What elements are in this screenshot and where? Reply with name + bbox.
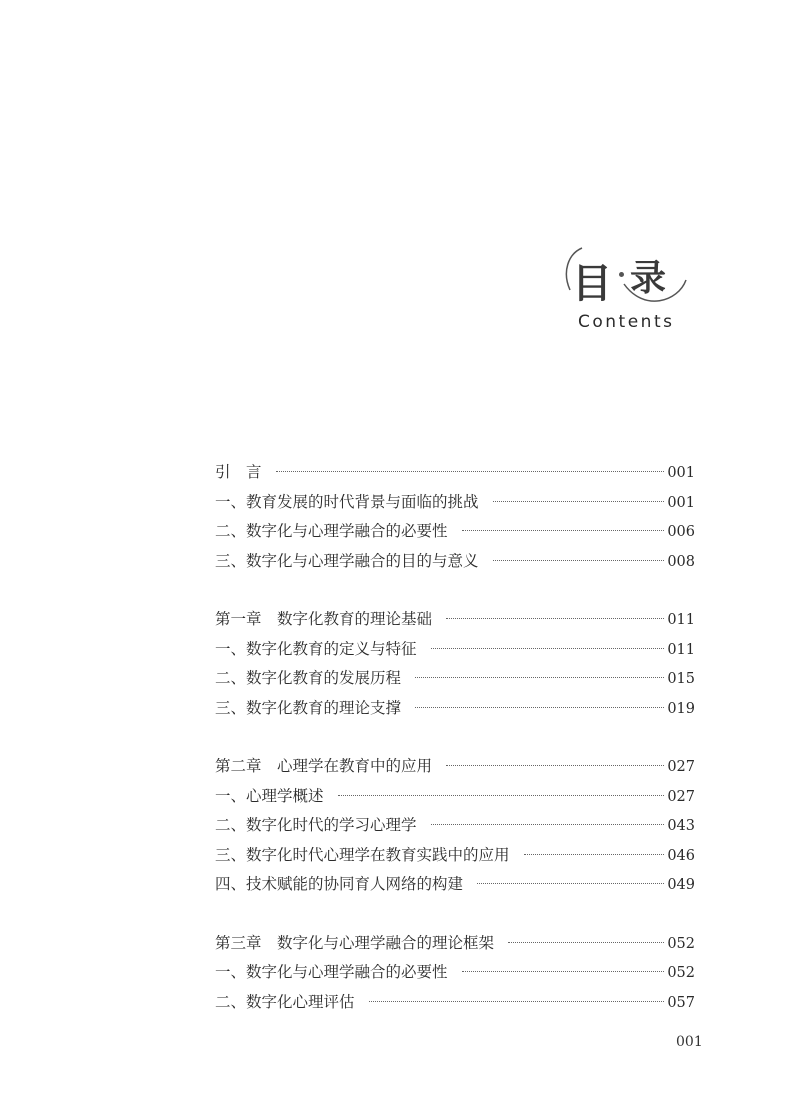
title-subtitle: Contents: [578, 312, 675, 332]
toc-entry-label: 一、教育发展的时代背景与面临的挑战: [215, 492, 479, 511]
toc-leader-dots: [462, 530, 665, 531]
toc-entry[interactable]: [215, 549, 695, 579]
toc-leader-dots: [276, 471, 665, 472]
toc-entry-page: 008: [667, 553, 695, 570]
toc-leader-dots: [446, 765, 664, 766]
toc-entry-page: 011: [667, 612, 695, 628]
toc-entry[interactable]: [215, 607, 695, 637]
toc-entry[interactable]: [215, 872, 695, 902]
toc-entry-page: 027: [667, 759, 695, 775]
toc-leader-dots: [431, 648, 665, 649]
toc-leader-dots: [477, 883, 664, 884]
toc-entry-page: 043: [667, 818, 695, 834]
toc-entry-page: 046: [667, 847, 695, 864]
toc-entry-label: 一、数字化教育的定义与特征: [215, 639, 417, 658]
toc-entry[interactable]: [215, 843, 695, 873]
toc-leader-dots: [446, 618, 664, 619]
toc-entry[interactable]: [215, 696, 695, 726]
toc-entry-label: 一、数字化与心理学融合的必要性: [215, 963, 448, 981]
toc-entry-label: 第三章 数字化与心理学融合的理论框架: [215, 933, 495, 952]
toc-entry[interactable]: [215, 931, 695, 961]
toc-entry[interactable]: [215, 519, 695, 549]
toc-leader-dots: [508, 942, 664, 943]
toc-entry[interactable]: [215, 754, 695, 784]
toc-leader-dots: [462, 971, 665, 972]
toc-entry-page: 006: [667, 524, 695, 540]
toc-entry-label: 一、心理学概述: [215, 786, 324, 805]
toc-entry-page: 052: [667, 935, 695, 952]
title-char-lu: 录: [630, 258, 667, 299]
toc-entry-page: 019: [667, 700, 695, 717]
toc-entry-label: 三、数字化教育的理论支撑: [215, 698, 402, 717]
toc-entry-label: 二、数字化与心理学融合的必要性: [215, 522, 448, 540]
toc-group-intro: [215, 460, 695, 578]
toc-group-chapter-3: [215, 931, 695, 1020]
toc-leader-dots: [338, 795, 665, 796]
toc-entry[interactable]: [215, 637, 695, 667]
toc-leader-dots: [431, 824, 665, 825]
toc-leader-dots: [493, 501, 665, 502]
toc-entry-label: 三、数字化时代心理学在教育实践中的应用: [215, 845, 510, 864]
toc-entry[interactable]: [215, 990, 695, 1020]
toc-leader-dots: [524, 854, 665, 855]
toc-entry-page: 001: [667, 494, 695, 511]
page-number: 001: [676, 1034, 703, 1050]
toc-entry[interactable]: [215, 666, 695, 696]
toc-entry-page: 011: [667, 641, 695, 658]
toc-entry-page: 049: [667, 877, 695, 893]
toc-entry-page: 001: [667, 465, 695, 481]
toc-entry[interactable]: [215, 490, 695, 520]
toc-entry[interactable]: [215, 960, 695, 990]
toc-leader-dots: [369, 1001, 665, 1002]
toc-entry[interactable]: [215, 813, 695, 843]
toc-entry[interactable]: [215, 460, 695, 490]
toc-group-chapter-1: [215, 607, 695, 725]
toc-entry-label: 二、数字化教育的发展历程: [215, 669, 402, 687]
toc-entry-label: 引 言: [215, 463, 262, 481]
toc-entry-page: 015: [667, 671, 695, 687]
toc-entry-label: 二、数字化时代的学习心理学: [215, 816, 417, 834]
toc-entry-label: 第二章 心理学在教育中的应用: [215, 757, 433, 775]
toc-entry[interactable]: [215, 784, 695, 814]
toc-entry-label: 第一章 数字化教育的理论基础: [215, 610, 433, 628]
toc-entry-label: 二、数字化心理评估: [215, 992, 355, 1011]
toc-entry-label: 四、技术赋能的协同育人网络的构建: [215, 875, 464, 893]
toc-entry-page: 027: [667, 788, 695, 805]
table-of-contents: [215, 460, 695, 1019]
title-dot: [619, 272, 624, 277]
toc-title-block: [560, 242, 700, 342]
toc-entry-label: 三、数字化与心理学融合的目的与意义: [215, 551, 479, 570]
title-char-mu: 目: [572, 261, 612, 307]
toc-leader-dots: [493, 560, 665, 561]
toc-group-chapter-2: [215, 754, 695, 902]
toc-leader-dots: [415, 677, 664, 678]
toc-entry-page: 057: [667, 994, 695, 1011]
toc-leader-dots: [415, 707, 664, 708]
toc-entry-page: 052: [667, 965, 695, 981]
